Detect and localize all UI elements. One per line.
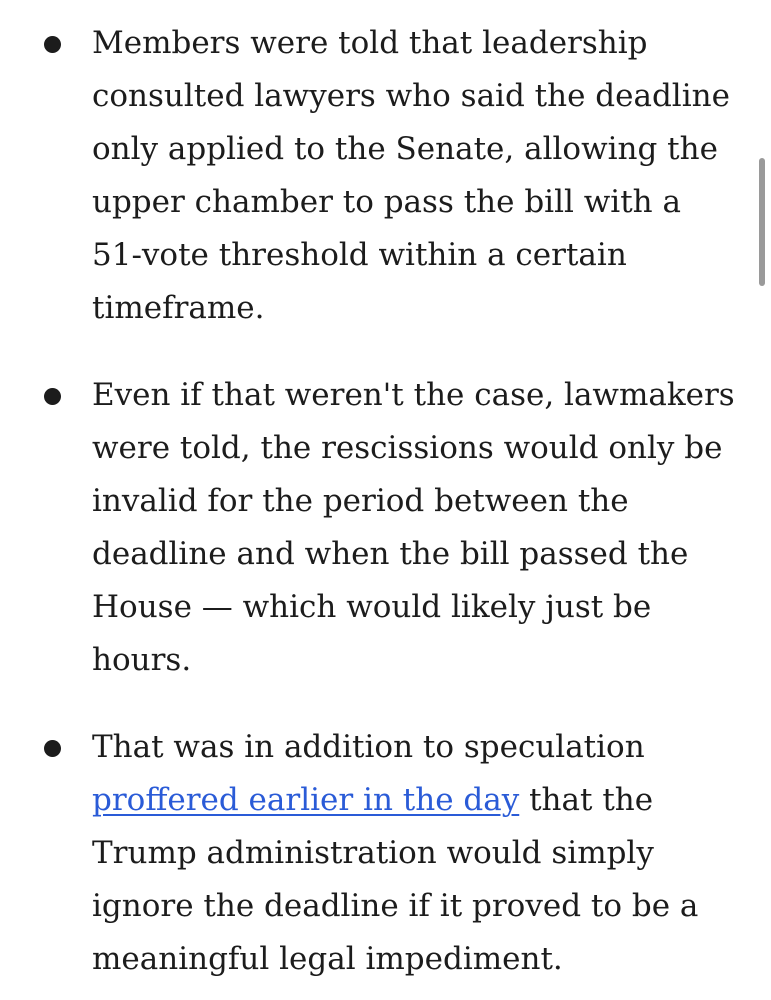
- bullet-list: [0, 17, 771, 1000]
- list-item: [0, 17, 771, 335]
- bullet-dot-icon: [44, 36, 61, 53]
- bullet-dot-icon: [44, 388, 61, 405]
- bullet-text: Members were told that leadership consulted lawyers who said the deadline only applied to the Senate, allowing the upper chamber to pass the bill with a 51-vote threshold within a certain timeframe.: [92, 25, 730, 326]
- bullet-text-before-link: That was in addition to speculation: [92, 729, 645, 765]
- list-item: [0, 369, 771, 687]
- inline-article-link[interactable]: proffered earlier in the day: [92, 782, 520, 818]
- bullet-text-after-link: that the Trump administration would simply ignore the deadline if it proved to be a meaningful legal impediment.: [92, 782, 699, 977]
- scrollbar-thumb[interactable]: [759, 158, 765, 286]
- bullet-dot-icon: [44, 740, 61, 757]
- list-item: [0, 721, 771, 986]
- bullet-text: Even if that weren't the case, lawmakers were told, the rescissions would only be invalid for the period between the deadline and when the bill passed the House — which would likely just be hours.: [92, 377, 735, 678]
